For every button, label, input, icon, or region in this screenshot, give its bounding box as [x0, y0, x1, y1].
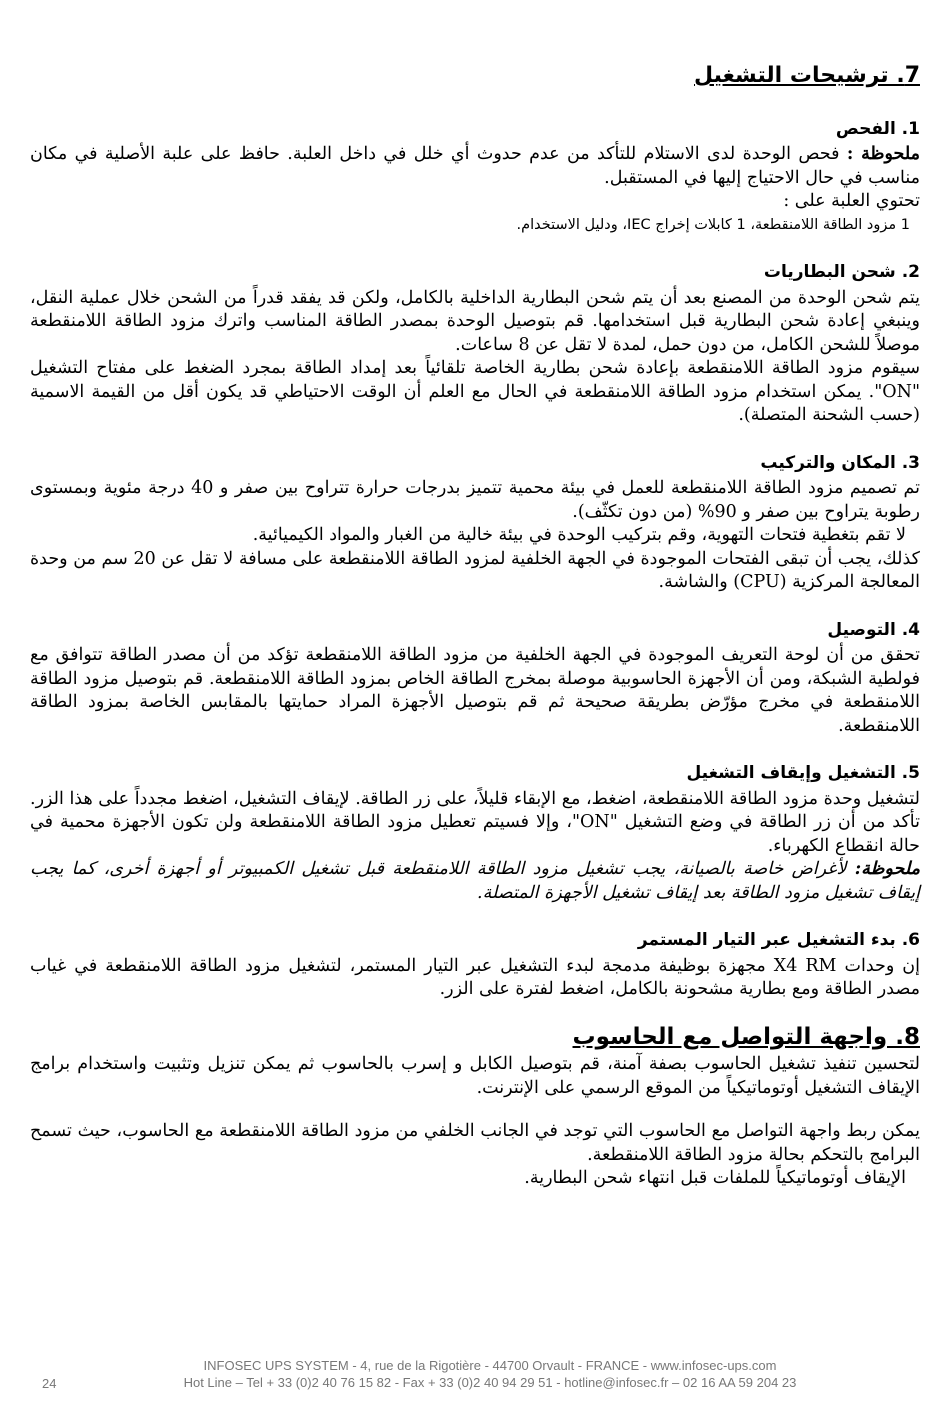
section-battery-charging: [30, 261, 920, 428]
note-label: ملحوظة:: [854, 859, 920, 879]
note-text: فحص الوحدة لدى الاستلام للتأكد من عدم حدوث أي خلل في داخل العلبة. حافظ على علبة الأصلية في مكان مناسب في حال الاحتياج إليها في المستقبل.: [30, 144, 920, 188]
contents-item: 1 مزود الطاقة اللامنقطعة، 1 كابلات إخراج IEC، ودليل الاستخدام.: [516, 216, 910, 233]
paragraph: يتم شحن الوحدة من المصنع بعد أن يتم شحن البطارية الداخلية بالكامل، ولكن قد يفقد قدراً من الشحن خلال عملية النقل، وينبغي إعادة شحن البطارية قبل استخدامها. قم بتوصيل الوحدة بمصدر الطاقة المناسب واترك مزود الطاقة اللامنقطعة موصلاً للشحن الكامل، من دون حمل، لمدة لا تقل عن 8 ساعات.: [30, 287, 920, 355]
document-page: [30, 50, 920, 1215]
paragraph: لتحسين تنفيذ تشغيل الحاسوب بصفة آمنة، قم بتوصيل الكابل و إسرب بالحاسوب ثم يمكن تنزيل وتثبيت واستخدام برامج الإيقاف التشغيل أوتوماتيكياً من الموقع الرسمي على الإنترنت.: [30, 1054, 920, 1098]
section-heading: 8. واجهة التواصل مع الحاسوب: [572, 1023, 920, 1050]
note-paragraph: [30, 143, 920, 190]
section-power-on-off: [30, 762, 920, 905]
section-heading: 5. التشغيل وإيقاف التشغيل: [686, 763, 920, 783]
section-computer-interface: [30, 1023, 920, 1191]
contents-intro: تحتوي العلبة على :: [783, 191, 920, 211]
section-heading: 1. الفحص: [835, 118, 920, 139]
paragraph: الإيقاف أوتوماتيكياً للملفات قبل انتهاء شحن البطارية.: [524, 1168, 906, 1188]
paragraph: تحقق من أن لوحة التعريف الموجودة في الجهة الخلفية من مزود الطاقة اللامنقطعة تؤكد من أن مصدر الطاقة تتوافق مع فولطية الشبكة، ومن أن الأجهزة الحاسوبية موصلة بمخرج الطاقة الخاص بمزود الطاقة اللامنقطعة. قم بتوصيل مزود الطاقة اللامنقطعة في مخرج مؤرّض بطريقة صحيحة ثم قم بتوصيل الأجهزة المراد حمايتها بالمقابس الخاصة بمزود الطاقة اللامنقطعة.: [30, 645, 920, 736]
note-label: ملحوظة :: [846, 144, 920, 164]
spacer: [30, 1100, 920, 1120]
note-text: لأغراض خاصة بالصيانة، يجب تشغيل مزود الطاقة اللامنقطعة قبل تشغيل الكمبيوتر أو أجهزة أخرى، كما يجب إيقاف تشغيل مزود الطاقة بعد إيقاف تشغيل الأجهزة المتصلة.: [30, 859, 920, 903]
footer-address: INFOSEC UPS SYSTEM - 4, rue de la Rigotière - 44700 Orvault - FRANCE - www.infosec-ups.com: [203, 1358, 777, 1373]
footer-hotline: Hot Line – Tel + 33 (0)2 40 76 15 82 - Fax + 33 (0)2 40 94 29 51 - hotline@infosec.fr – 02 16 AA 59 204 23: [183, 1375, 797, 1390]
paragraph: كذلك، يجب أن تبقى الفتحات الموجودة في الجهة الخلفية لمزود الطاقة اللامنقطعة على مسافة لا تقل عن 20 سم من وحدة المعالجة المركزية (CPU) والشاشة.: [30, 548, 920, 592]
section-heading: 2. شحن البطاريات: [763, 262, 920, 282]
note-paragraph: [30, 858, 920, 905]
paragraph: إن وحدات X4 RM مجهزة بوظيفة مدمجة لبدء التشغيل عبر التيار المستمر، لتشغيل مزود الطاقة اللامنقطعة في غياب مصدر الطاقة ومع بطارية مشحونة بالكامل، اضغط لفترة على الزر.: [30, 955, 920, 999]
section-connection: [30, 619, 920, 739]
paragraph: لتشغيل وحدة مزود الطاقة اللامنقطعة، اضغط، مع الإبقاء قليلاً، على زر الطاقة. لإيقاف التشغيل، اضغط مجدداً على هذا الزر. تأكد من أن زر الطاقة في وضع التشغيل "ON"، وإلا فسيتم تعطيل مزود الطاقة اللامنقطعة ولن تكون الأجهزة محمية في حالة انقطاع الكهرباء.: [30, 788, 921, 856]
main-title: 7. ترشيحات التشغيل: [694, 63, 920, 88]
section-dc-start: [30, 929, 920, 1002]
section-heading: 3. المكان والتركيب: [760, 452, 920, 473]
page-footer: [0, 1357, 950, 1391]
paragraph: يمكن ربط واجهة التواصل مع الحاسوب التي توجد في الجانب الخلفي من مزود الطاقة اللامنقطعة مع الحاسوب، حيث تسمح البرامج بالتحكم بحالة مزود الطاقة اللامنقطعة.: [30, 1121, 920, 1165]
section-heading: 6. بدء التشغيل عبر التيار المستمر: [637, 930, 920, 950]
section-inspection: [30, 118, 920, 238]
paragraph: تم تصميم مزود الطاقة اللامنقطعة للعمل في بيئة محمية تتميز بدرجات حرارة تتراوح بين صفر و 40 درجة مئوية وبمستوى رطوبة يتراوح بين صفر و 90% (من دون تكثّف).: [30, 478, 920, 522]
section-heading: 4. التوصيل: [827, 619, 920, 640]
section-location-installation: [30, 452, 920, 595]
paragraph: سيقوم مزود الطاقة اللامنقطعة بإعادة شحن بطارية الخاصة تلقائياً بعد إمداد الطاقة بمجرد الضغط على مفتاح التشغيل "ON". يمكن استخدام مزود الطاقة اللامنقطعة في الحال مع العلم أن الوقت الاحتياطي قد يكون أقل من القيمة الاسمية (حسب الشحنة المتصلة).: [30, 358, 920, 425]
paragraph: لا تقم بتغطية فتحات التهوية، وقم بتركيب الوحدة في بيئة خالية من الغبار والمواد الكيميائية.: [252, 525, 906, 545]
page-number: 24: [42, 1376, 57, 1391]
